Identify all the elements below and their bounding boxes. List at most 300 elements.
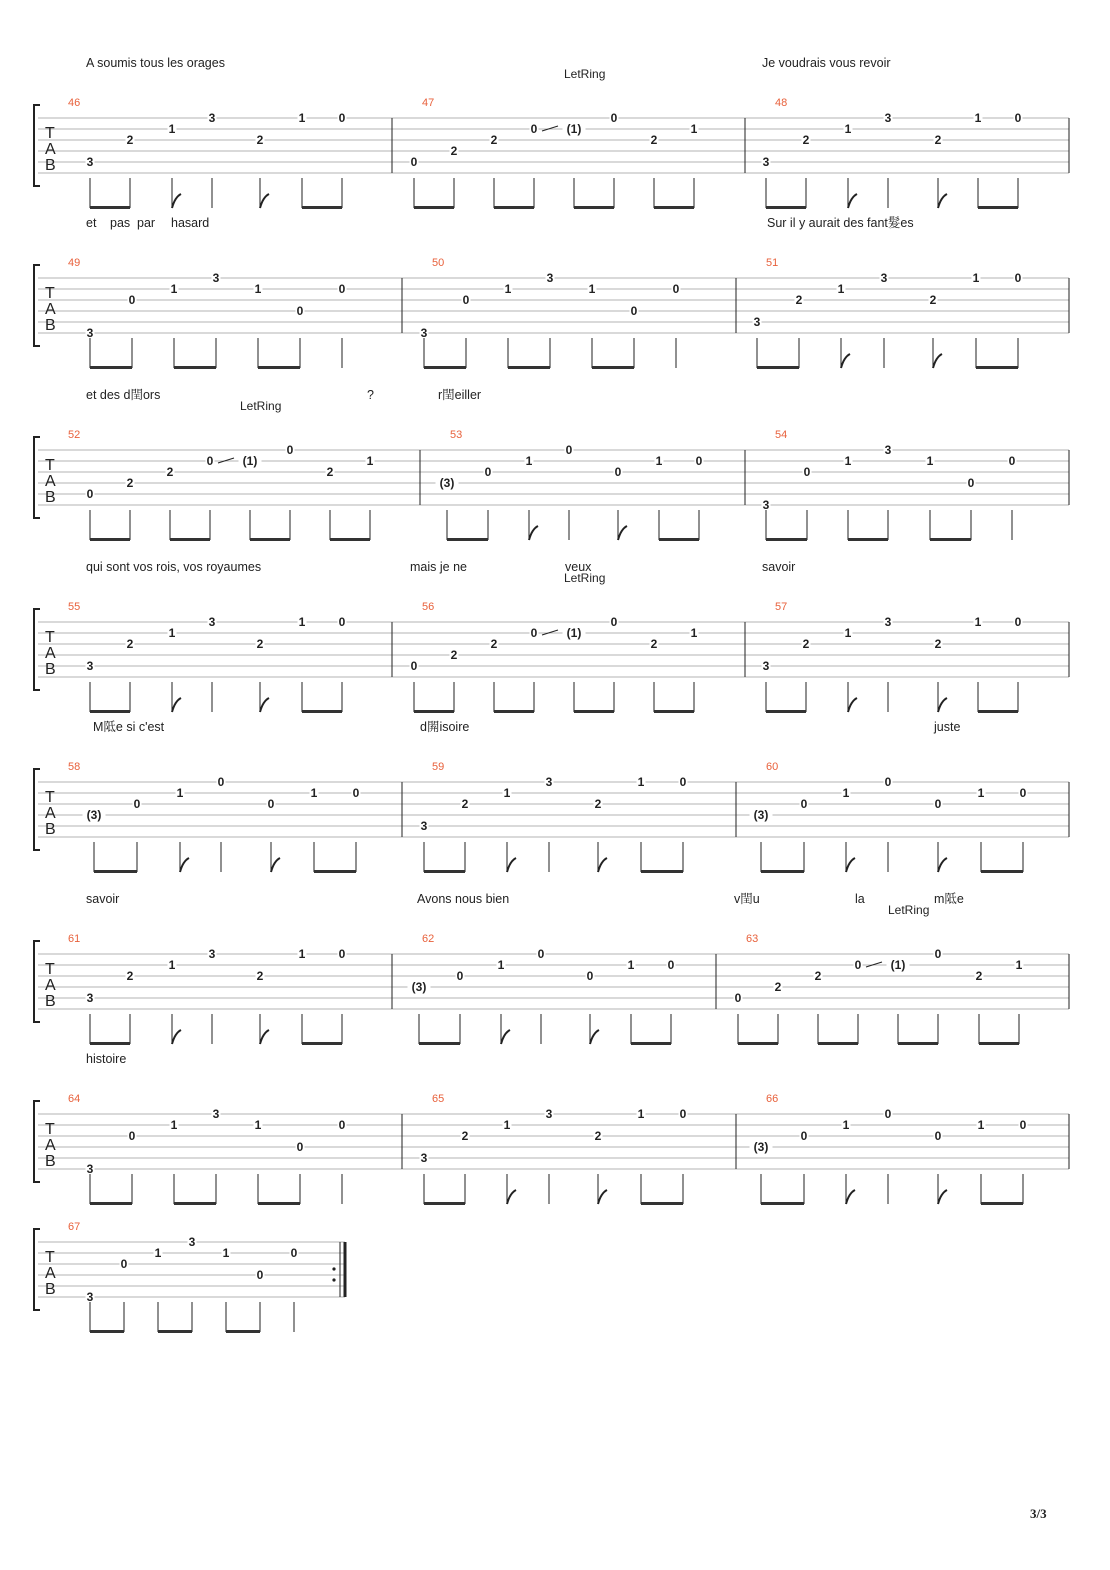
note-beam	[174, 366, 216, 369]
fret-number: (3)	[753, 1140, 769, 1154]
note-flag	[172, 698, 181, 712]
fret-number: 1	[503, 1118, 511, 1132]
note-flag	[260, 698, 269, 712]
fret-number: 1	[844, 626, 852, 640]
measure-number: 57	[775, 601, 788, 613]
note-beam	[258, 366, 300, 369]
note-beam	[981, 1202, 1023, 1205]
note-beam	[330, 538, 370, 541]
fret-number: 2	[326, 465, 334, 479]
fret-number: 2	[126, 637, 134, 651]
fret-number: 1	[627, 958, 635, 972]
fret-number: 3	[884, 615, 892, 629]
fret-number: 2	[929, 293, 937, 307]
fret-number: 3	[86, 1290, 94, 1304]
fret-number: 1	[298, 615, 306, 629]
note-beam	[738, 1042, 778, 1045]
fret-number: 0	[456, 969, 464, 983]
fret-number: 3	[208, 615, 216, 629]
fret-number: 0	[679, 775, 687, 789]
fret-number: 1	[690, 626, 698, 640]
measure-number: 61	[68, 933, 81, 945]
note-beam	[447, 538, 488, 541]
fret-number: 0	[120, 1257, 128, 1271]
fret-number: 0	[630, 304, 638, 318]
measure-number: 66	[766, 1093, 779, 1105]
system-bracket	[34, 265, 40, 346]
measure-number: 59	[432, 761, 445, 773]
system-bracket	[34, 1229, 40, 1310]
fret-number: 1	[637, 1107, 645, 1121]
tab-clef-b: B	[45, 993, 56, 1010]
fret-number: 0	[338, 947, 346, 961]
fret-number: 2	[774, 980, 782, 994]
note-beam	[631, 1042, 671, 1045]
fret-number: 1	[298, 947, 306, 961]
tab-clef-b: B	[45, 1153, 56, 1170]
fret-number: 1	[844, 454, 852, 468]
fret-number: 0	[410, 659, 418, 673]
lyric-text: par	[137, 216, 156, 230]
note-beam	[424, 870, 465, 873]
fret-number: 1	[977, 786, 985, 800]
fret-number: 2	[490, 133, 498, 147]
letring-label: LetRing	[564, 571, 606, 585]
tab-system	[34, 437, 1069, 541]
note-beam	[226, 1330, 260, 1333]
fret-number: 0	[884, 1107, 892, 1121]
system-bracket	[34, 1101, 40, 1182]
fret-number: 3	[208, 947, 216, 961]
fret-number: 0	[1014, 111, 1022, 125]
fret-number: 1	[972, 271, 980, 285]
fret-number: 1	[637, 775, 645, 789]
tab-clef-b: B	[45, 157, 56, 174]
fret-number: (3)	[86, 808, 102, 822]
note-beam	[818, 1042, 858, 1045]
note-beam	[654, 206, 694, 209]
fret-number: 3	[86, 991, 94, 1005]
note-beam	[414, 710, 454, 713]
measure-number: 47	[422, 97, 435, 109]
fret-number: 1	[310, 786, 318, 800]
tab-clef-t: T	[45, 285, 55, 302]
fret-number: 0	[672, 282, 680, 296]
fret-number: 0	[290, 1246, 298, 1260]
fret-number: 0	[296, 304, 304, 318]
fret-number: 1	[503, 786, 511, 800]
fret-number: 3	[762, 155, 770, 169]
tab-clef-t: T	[45, 961, 55, 978]
fret-number: (3)	[439, 476, 455, 490]
note-beam	[848, 538, 888, 541]
note-beam	[414, 206, 454, 209]
fret-number: 3	[212, 1107, 220, 1121]
lyric-text: savoir	[762, 560, 796, 574]
fret-number: 0	[338, 111, 346, 125]
fret-number: 2	[126, 969, 134, 983]
note-beam	[641, 1202, 683, 1205]
fret-number: 0	[565, 443, 573, 457]
fret-number: 2	[650, 637, 658, 651]
note-flag	[938, 194, 947, 208]
fret-number: 3	[208, 111, 216, 125]
fret-number: 3	[545, 775, 553, 789]
fret-number: 2	[450, 648, 458, 662]
fret-number: 2	[975, 969, 983, 983]
measure-number: 58	[68, 761, 81, 773]
fret-number: 0	[803, 465, 811, 479]
page-number: 3/3	[1030, 1506, 1047, 1521]
note-flag	[938, 698, 947, 712]
measure-number: 46	[68, 97, 81, 109]
note-beam	[250, 538, 290, 541]
fret-number: 0	[1019, 786, 1027, 800]
fret-number: 0	[934, 947, 942, 961]
fret-number: 0	[1014, 271, 1022, 285]
fret-number: 1	[655, 454, 663, 468]
tab-clef-a: A	[45, 141, 56, 158]
fret-number: 3	[86, 1162, 94, 1176]
fret-number: 0	[610, 615, 618, 629]
fret-number: 1	[974, 111, 982, 125]
fret-number: 1	[222, 1246, 230, 1260]
fret-number: 2	[256, 969, 264, 983]
fret-number: 2	[461, 797, 469, 811]
measure-number: 50	[432, 257, 445, 269]
fret-number: 2	[802, 637, 810, 651]
measure-number: 49	[68, 257, 81, 269]
fret-number: 2	[650, 133, 658, 147]
note-flag	[271, 858, 280, 872]
measure-number: 65	[432, 1093, 445, 1105]
fret-number: 3	[545, 1107, 553, 1121]
fret-number: 0	[352, 786, 360, 800]
tab-system	[34, 941, 1069, 1045]
fret-number: 0	[967, 476, 975, 490]
tab-clef-a: A	[45, 977, 56, 994]
note-flag	[598, 1190, 607, 1204]
fret-number: 1	[525, 454, 533, 468]
fret-number: 1	[154, 1246, 162, 1260]
note-flag	[260, 1030, 269, 1044]
tab-clef-t: T	[45, 1249, 55, 1266]
fret-number: 1	[974, 615, 982, 629]
lyric-text: qui sont vos rois, vos royaumes	[86, 560, 262, 574]
fret-number: 3	[188, 1235, 196, 1249]
lyric-text: Avons nous bien	[417, 892, 510, 906]
tab-clef-t: T	[45, 1121, 55, 1138]
fret-number: 0	[884, 775, 892, 789]
note-beam	[981, 870, 1023, 873]
note-beam	[90, 206, 130, 209]
tab-clef-b: B	[45, 317, 56, 334]
lyric-text: Je voudrais vous revoir	[762, 56, 891, 70]
fret-number: 0	[338, 1118, 346, 1132]
fret-number: 1	[168, 122, 176, 136]
fret-number: 1	[1015, 958, 1023, 972]
fret-number: 0	[217, 775, 225, 789]
fret-number: 2	[594, 797, 602, 811]
lyric-text: et	[86, 216, 97, 230]
measure-number: 56	[422, 601, 435, 613]
system-bracket	[34, 941, 40, 1022]
note-beam	[641, 870, 683, 873]
tab-clef-t: T	[45, 789, 55, 806]
tab-clef-a: A	[45, 805, 56, 822]
fret-number: 0	[586, 969, 594, 983]
note-beam	[898, 1042, 938, 1045]
fret-number: 0	[667, 958, 675, 972]
system-bracket	[34, 769, 40, 850]
measure-number: 52	[68, 429, 81, 441]
note-flag	[529, 526, 538, 540]
note-beam	[761, 1202, 804, 1205]
tab-clef-a: A	[45, 301, 56, 318]
tab-clef-b: B	[45, 821, 56, 838]
lyric-text: d閞isoire	[420, 720, 470, 734]
tab-clef-t: T	[45, 629, 55, 646]
measure-number: 55	[68, 601, 81, 613]
fret-number: 1	[254, 282, 262, 296]
lyric-text: pas	[110, 216, 131, 230]
note-beam	[979, 1042, 1019, 1045]
fret-number: (1)	[890, 958, 906, 972]
fret-number: 1	[170, 1118, 178, 1132]
fret-number: 0	[695, 454, 703, 468]
note-beam	[302, 206, 342, 209]
lyric-text: histoire	[86, 1052, 127, 1066]
measure-number: 62	[422, 933, 435, 945]
note-beam	[761, 870, 804, 873]
measure-number: 64	[68, 1093, 81, 1105]
measure-number: 48	[775, 97, 788, 109]
note-flag	[172, 194, 181, 208]
fret-number: 0	[462, 293, 470, 307]
note-beam	[90, 1042, 130, 1045]
fret-number: 2	[461, 1129, 469, 1143]
fret-number: 3	[420, 1151, 428, 1165]
note-beam	[757, 366, 799, 369]
tab-system	[34, 105, 1069, 209]
lyric-text: ?	[367, 388, 374, 402]
fret-number: 0	[610, 111, 618, 125]
fret-number: 1	[926, 454, 934, 468]
fret-number: 3	[86, 326, 94, 340]
tab-system	[34, 609, 1069, 713]
fret-number: 0	[734, 991, 742, 1005]
note-beam	[930, 538, 971, 541]
fret-number: 0	[934, 1129, 942, 1143]
fret-number: 3	[762, 498, 770, 512]
fret-number: 2	[166, 465, 174, 479]
measure-number: 53	[450, 429, 463, 441]
system-bracket	[34, 609, 40, 690]
lyric-text: la	[855, 892, 865, 906]
fret-number: (3)	[753, 808, 769, 822]
fret-number: 3	[753, 315, 761, 329]
note-flag	[180, 858, 189, 872]
fret-number: 0	[1008, 454, 1016, 468]
note-flag	[848, 698, 857, 712]
measure-number: 67	[68, 1221, 81, 1233]
note-flag	[260, 194, 269, 208]
note-flag	[598, 858, 607, 872]
note-beam	[424, 1202, 465, 1205]
note-beam	[978, 710, 1018, 713]
measure-number: 60	[766, 761, 779, 773]
fret-number: 3	[880, 271, 888, 285]
fret-number: (3)	[411, 980, 427, 994]
note-beam	[258, 1202, 300, 1205]
note-beam	[424, 366, 466, 369]
lyric-text: A soumis tous les orages	[86, 56, 225, 70]
fret-number: 2	[490, 637, 498, 651]
note-beam	[508, 366, 550, 369]
note-beam	[574, 710, 614, 713]
fret-number: 3	[884, 111, 892, 125]
tab-clef-a: A	[45, 473, 56, 490]
fret-number: 2	[594, 1129, 602, 1143]
lyric-text: r閏eiller	[438, 388, 482, 402]
note-beam	[302, 710, 342, 713]
note-flag	[507, 1190, 516, 1204]
note-beam	[494, 206, 534, 209]
repeat-dot	[332, 1267, 335, 1270]
fret-number: 0	[614, 465, 622, 479]
lyric-text: hasard	[171, 216, 210, 230]
fret-number: 2	[450, 144, 458, 158]
letring-label: LetRing	[240, 399, 282, 413]
fret-number: 3	[420, 326, 428, 340]
note-beam	[90, 1330, 124, 1333]
note-beam	[574, 206, 614, 209]
fret-number: 2	[934, 637, 942, 651]
fret-number: 1	[977, 1118, 985, 1132]
fret-number: 0	[934, 797, 942, 811]
note-beam	[976, 366, 1018, 369]
fret-number: 0	[410, 155, 418, 169]
note-flag	[846, 858, 855, 872]
fret-number: 3	[884, 443, 892, 457]
fret-number: 1	[588, 282, 596, 296]
fret-number: 1	[366, 454, 374, 468]
fret-number: 1	[844, 122, 852, 136]
fret-number: 0	[537, 947, 545, 961]
fret-number: 1	[298, 111, 306, 125]
note-beam	[978, 206, 1018, 209]
tab-clef-a: A	[45, 1265, 56, 1282]
fret-number: 1	[168, 958, 176, 972]
note-beam	[766, 206, 806, 209]
tab-clef-b: B	[45, 1281, 56, 1298]
fret-number: 2	[256, 637, 264, 651]
fret-number: 3	[762, 659, 770, 673]
lyric-text: juste	[934, 720, 961, 734]
fret-number: 2	[934, 133, 942, 147]
fret-number: 0	[1019, 1118, 1027, 1132]
note-beam	[659, 538, 699, 541]
fret-number: 0	[256, 1268, 264, 1282]
fret-number: 0	[133, 797, 141, 811]
fret-number: 1	[842, 786, 850, 800]
lyric-text: v閏u	[734, 892, 760, 906]
note-flag	[501, 1030, 510, 1044]
fret-number: 0	[338, 615, 346, 629]
note-beam	[90, 538, 130, 541]
fret-number: 3	[420, 819, 428, 833]
fret-number: 0	[530, 122, 538, 136]
fret-number: 0	[1014, 615, 1022, 629]
note-flag	[938, 858, 947, 872]
fret-number: 0	[484, 465, 492, 479]
fret-number: 0	[206, 454, 214, 468]
lyric-text: mais je ne	[410, 560, 467, 574]
fret-number: 1	[254, 1118, 262, 1132]
fret-number: (1)	[566, 122, 582, 136]
fret-number: 1	[842, 1118, 850, 1132]
note-beam	[766, 538, 807, 541]
note-beam	[766, 710, 806, 713]
repeat-dot	[332, 1278, 335, 1281]
note-beam	[494, 710, 534, 713]
fret-number: 3	[546, 271, 554, 285]
fret-number: 0	[854, 958, 862, 972]
fret-number: 1	[504, 282, 512, 296]
measure-number: 54	[775, 429, 788, 441]
fret-number: 1	[497, 958, 505, 972]
note-flag	[933, 354, 942, 368]
fret-number: 0	[296, 1140, 304, 1154]
tab-clef-a: A	[45, 645, 56, 662]
system-bracket	[34, 437, 40, 518]
fret-number: 0	[128, 293, 136, 307]
note-beam	[419, 1042, 460, 1045]
system-bracket	[34, 105, 40, 186]
note-flag	[590, 1030, 599, 1044]
fret-number: 2	[256, 133, 264, 147]
note-beam	[592, 366, 634, 369]
lyric-text: et des d閏ors	[86, 388, 161, 402]
fret-number: (1)	[566, 626, 582, 640]
tab-clef-t: T	[45, 125, 55, 142]
fret-number: 0	[338, 282, 346, 296]
note-beam	[314, 870, 356, 873]
letring-label: LetRing	[888, 903, 930, 917]
note-flag	[841, 354, 850, 368]
fret-number: 0	[679, 1107, 687, 1121]
note-flag	[848, 194, 857, 208]
note-flag	[846, 1190, 855, 1204]
fret-number: 1	[176, 786, 184, 800]
note-flag	[172, 1030, 181, 1044]
lyric-text: Sur il y aurait des fant髮es	[767, 216, 914, 230]
fret-number: 3	[212, 271, 220, 285]
fret-number: 0	[800, 1129, 808, 1143]
note-beam	[158, 1330, 192, 1333]
fret-number: (1)	[242, 454, 258, 468]
lyric-text: veux	[565, 560, 592, 574]
fret-number: 2	[814, 969, 822, 983]
tab-clef-a: A	[45, 1137, 56, 1154]
fret-number: 0	[86, 487, 94, 501]
note-beam	[90, 1202, 132, 1205]
letring-label: LetRing	[564, 67, 606, 81]
measure-number: 63	[746, 933, 759, 945]
tab-clef-b: B	[45, 489, 56, 506]
note-beam	[654, 710, 694, 713]
note-beam	[170, 538, 210, 541]
